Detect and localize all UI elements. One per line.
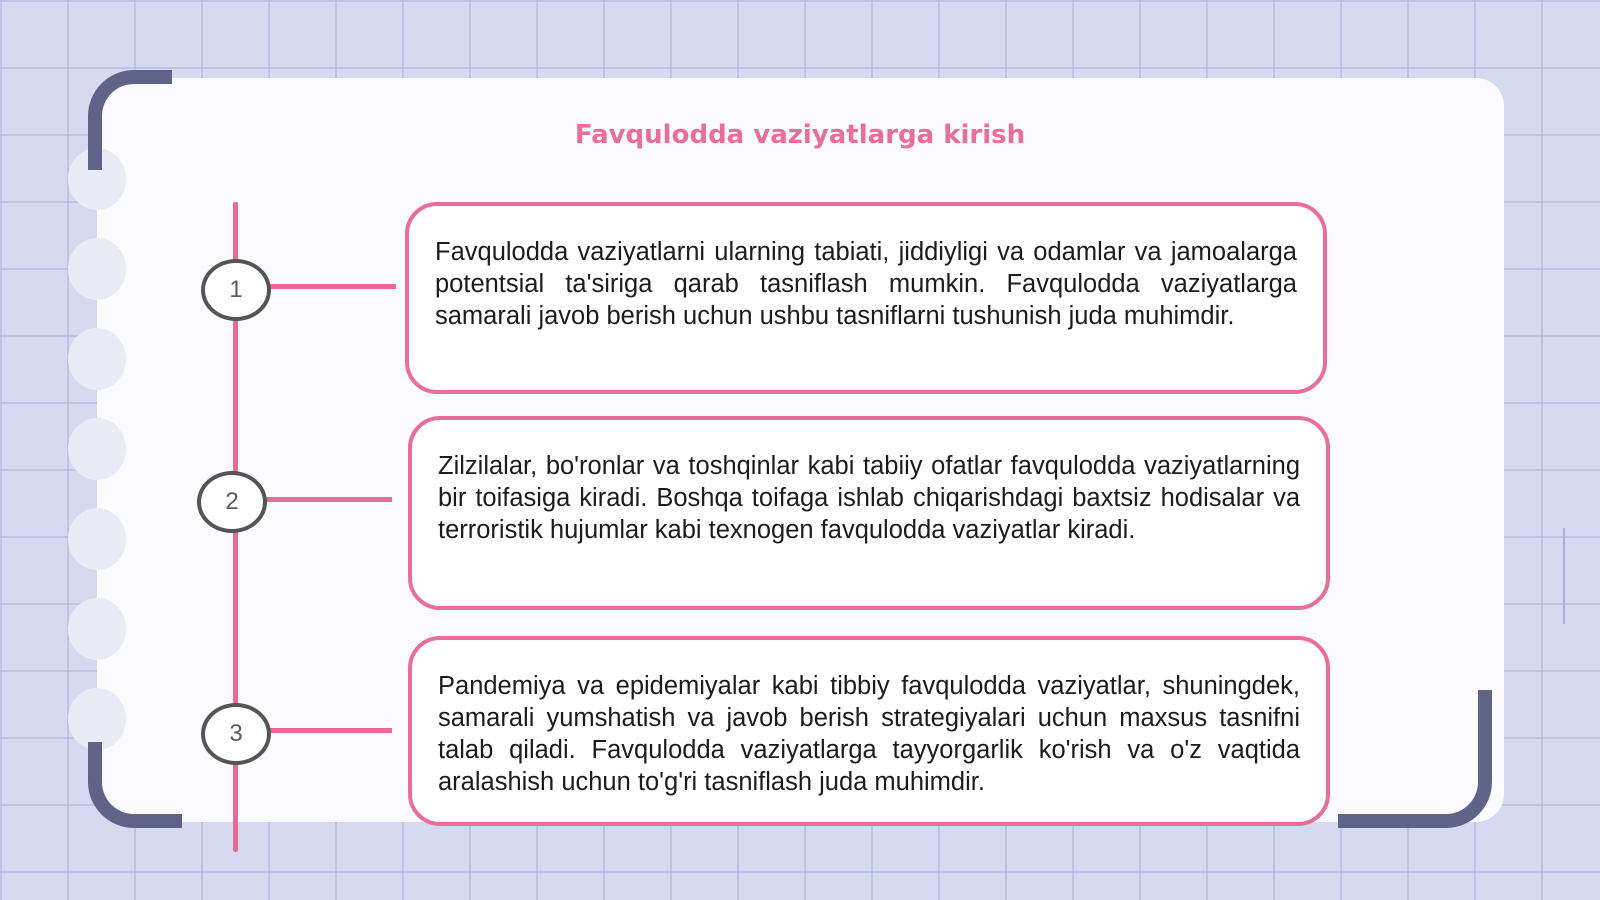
content-box-2 xyxy=(408,416,1330,610)
decorative-line xyxy=(1563,528,1565,624)
content-box-1 xyxy=(405,202,1327,394)
timeline-connector-2 xyxy=(264,497,392,502)
timeline-connector-1 xyxy=(268,284,396,289)
step-marker-3 xyxy=(201,703,271,765)
content-box-3 xyxy=(408,636,1330,826)
page-title: Favqulodda vaziyatlarga kirish xyxy=(574,120,1026,150)
step-number: 1 xyxy=(229,276,243,303)
step-marker-1 xyxy=(201,259,271,321)
card-edge-scallop xyxy=(68,328,126,390)
step-number: 2 xyxy=(225,488,239,515)
timeline-connector-3 xyxy=(268,728,392,733)
content-text: Pandemiya va epidemiyalar kabi tibbiy favqulodda vaziyatlar, shuningdek, samarali yumshatish va javob berish strategiyalari uchun maxsus tasnifni talab qiladi. Favqulodda vaziyatlarga tayyorgarlik ko'rish va o'z vaqtida aralashish uchun to'g'ri tasniflash juda muhimdir. xyxy=(438,672,1300,796)
card-edge-scallop xyxy=(68,508,126,570)
content-text: Favqulodda vaziyatlarni ularning tabiati, jiddiyligi va odamlar va jamoalarga potentsial ta'siriga qarab tasniflash mumkin. Favqulodda vaziyatlarga samarali javob berish uchun ushbu tasniflarni tushunish juda muhimdir. xyxy=(435,238,1297,330)
corner-bracket-bottom-left xyxy=(88,742,182,828)
corner-bracket-bottom-right xyxy=(1338,690,1492,828)
step-marker-2 xyxy=(197,471,267,533)
card-edge-scallop xyxy=(68,688,126,750)
card-edge-scallop xyxy=(68,418,126,480)
card-edge-scallop xyxy=(68,238,126,300)
content-text: Zilzilalar, bo'ronlar va toshqinlar kabi tabiiy ofatlar favqulodda vaziyatlarning bir toifasiga kiradi. Boshqa toifaga ishlab chiqarishdagi baxtsiz hodisalar va terroristik hujumlar kabi texnogen favqulodda vaziyatlar kiradi. xyxy=(438,452,1300,544)
card-edge-scallop xyxy=(68,598,126,660)
step-number: 3 xyxy=(229,720,243,747)
